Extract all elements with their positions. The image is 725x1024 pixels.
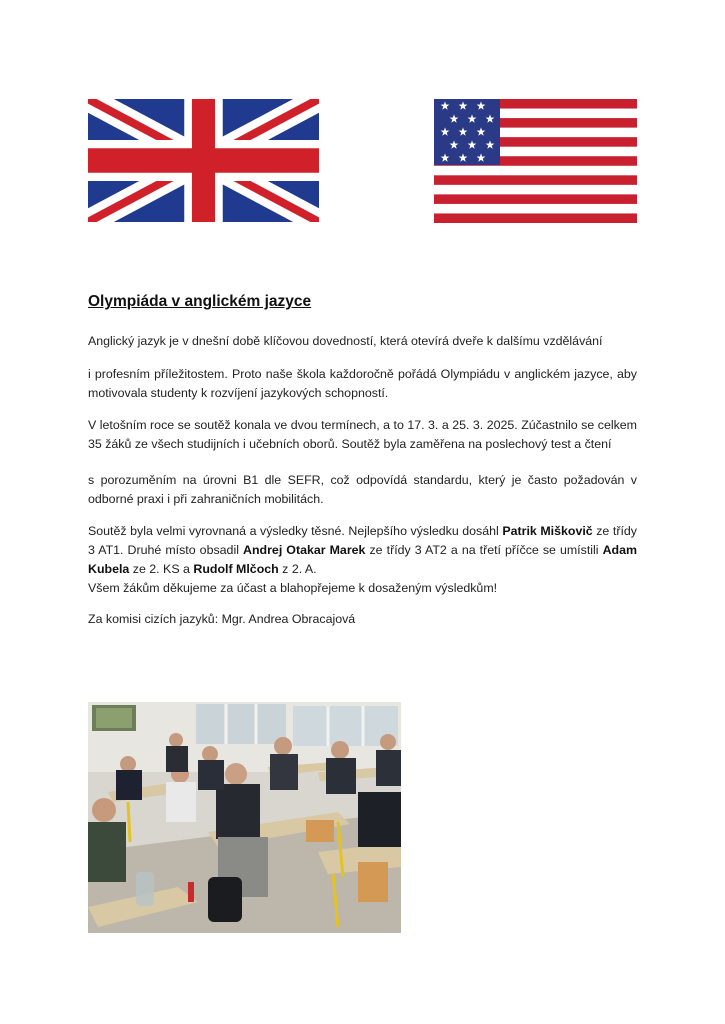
winner-name: Patrik Miškovič	[502, 524, 593, 538]
students-classroom-photo	[88, 702, 401, 933]
paragraph-competition-dates: V letošním roce se soutěž konala ve dvou termínech, a to 17. 3. a 25. 3. 2025. Zúčastnilo se celkem 35 žáků ze všech studijních i učebních oborů. Soutěž byla zaměřena na poslechový test a čtení	[88, 418, 637, 451]
paragraph-results	[88, 522, 637, 598]
results-text: ze 2. KS a	[129, 562, 194, 576]
results-text: ze třídy 3 AT2 a na třetí příčce se umístili	[365, 543, 603, 557]
paragraph-motivation: i profesním příležitostem. Proto naše škola každoročně pořádá Olympiádu v anglickém jazyce, aby motivovala studenty k rozvíjení jazykových schopností.	[88, 367, 637, 400]
second-place-name: Andrej Otakar Marek	[243, 543, 366, 557]
paragraph-intro: Anglický jazyk je v dnešní době klíčovou dovedností, která otevírá dveře k dalšímu vzdělávání	[88, 334, 603, 348]
signature-line: Za komisi cizích jazyků: Mgr. Andrea Obracajová	[88, 612, 356, 626]
results-text: ze třídy 3 AT1. Druhé místo obsadil	[88, 524, 637, 557]
results-text: Soutěž byla velmi vyrovnaná a výsledky těsné. Nejlepšího výsledku dosáhl	[88, 524, 503, 538]
results-text: z 2. A.	[278, 562, 317, 576]
union-jack-flag-image	[88, 99, 319, 222]
third-place-name: Adam Kubela	[88, 543, 637, 576]
us-flag-image	[434, 99, 637, 223]
page-title: Olympiáda v anglickém jazyce	[88, 293, 312, 310]
third-place-name: Rudolf Mlčoch	[193, 562, 279, 576]
thanks-text: Všem žákům děkujeme za účast a blahopřejeme k dosaženým výsledkům!	[88, 581, 498, 595]
paragraph-level: s porozuměním na úrovni B1 dle SEFR, což odpovídá standardu, který je často požadován v odborné praxi i při zahraničních mobilitách.	[88, 473, 637, 506]
